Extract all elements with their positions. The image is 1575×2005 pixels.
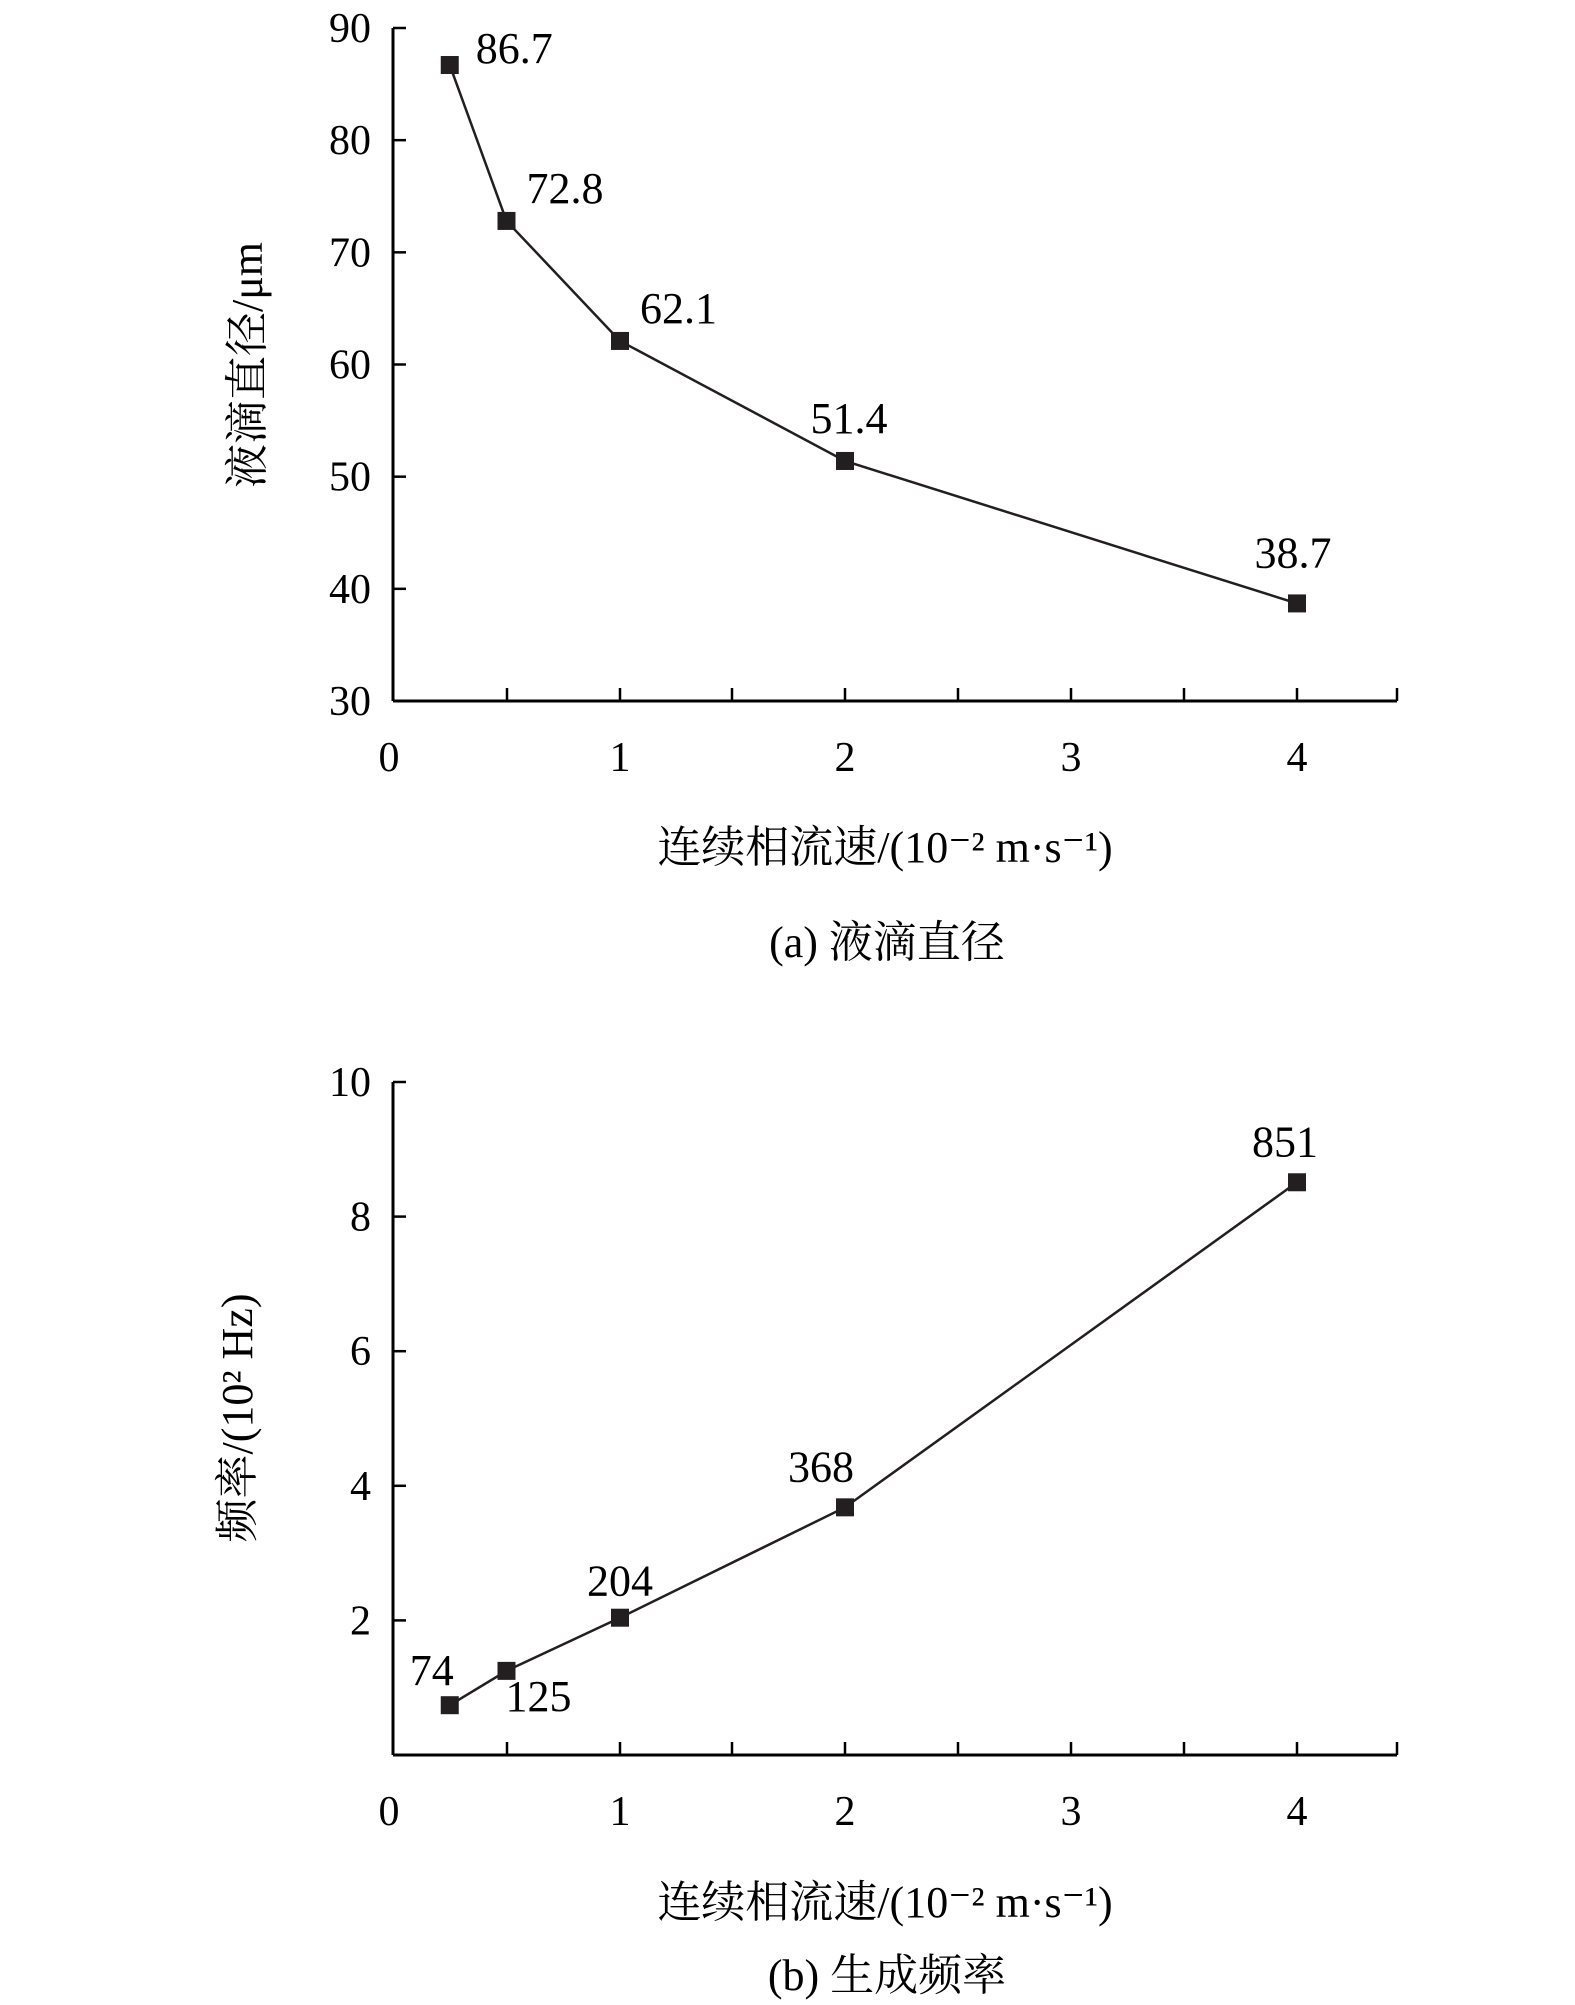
chart-b-y-tick-label: 10 [329, 1060, 371, 1106]
chart-a-data-label: 38.7 [1254, 528, 1332, 578]
chart-a-y-tick-label: 70 [329, 230, 371, 277]
chart-b-series [410, 1117, 1318, 1721]
chart-a-series-line [450, 65, 1297, 603]
chart-b-data-label: 125 [505, 1671, 572, 1721]
chart-a-x-tick-label: 1 [609, 735, 631, 781]
chart-b-data-point [611, 1609, 629, 1627]
chart-b-data-label: 851 [1252, 1117, 1318, 1167]
chart-a-series [441, 24, 1332, 612]
chart-b-data-point [1288, 1173, 1306, 1191]
chart-b-series-line [450, 1182, 1297, 1705]
chart-b-x-tick-label: 1 [609, 1789, 631, 1835]
chart-a-axes [393, 28, 1397, 701]
chart-b-data-label: 74 [409, 1646, 454, 1696]
chart-b-y-tick-label: 2 [350, 1598, 371, 1645]
chart-a-data-point [1288, 594, 1306, 612]
chart-a-caption: (a) 液滴直径 [769, 918, 1005, 967]
chart-a-y-tick-label: 30 [329, 679, 371, 725]
chart-a-y-tick-label: 80 [329, 118, 371, 165]
chart-a-x-axis-title: 连续相流速/(10⁻² m·s⁻¹) [657, 823, 1113, 872]
chart-a-y-tick-label: 50 [329, 454, 371, 501]
chart-a-data-label: 72.8 [526, 163, 604, 213]
chart-a-x-tick-label: 4 [1286, 735, 1308, 781]
chart-b-data-point [836, 1498, 854, 1516]
chart-a-y-tick-label: 40 [329, 566, 371, 613]
chart-a-data-label: 86.7 [475, 24, 553, 74]
chart-a-droplet-diameter [223, 6, 1397, 967]
chart-b-y-tick-label: 4 [350, 1463, 371, 1510]
chart-b-x-tick-label: 0 [378, 1789, 400, 1835]
chart-a-y-tick-label: 60 [329, 342, 371, 389]
chart-b-x-axis-title: 连续相流速/(10⁻² m·s⁻¹) [657, 1878, 1113, 1927]
chart-a-y-axis-title: 液滴直径/μm [223, 241, 272, 489]
chart-b-data-label: 204 [587, 1556, 653, 1606]
chart-a-data-point [836, 452, 854, 470]
chart-b-y-axis-title: 频率/(10² Hz) [213, 1293, 262, 1543]
chart-b-x-tick-label: 4 [1286, 1789, 1308, 1835]
chart-b-data-point [441, 1696, 459, 1714]
chart-a-y-tick-label: 90 [329, 6, 371, 52]
chart-a-data-label: 62.1 [640, 283, 717, 333]
chart-b-caption: (b) 生成频率 [767, 1951, 1007, 2000]
chart-b-generation-frequency [213, 1060, 1397, 2000]
chart-a-data-point [611, 332, 629, 350]
chart-b-x-tick-label: 3 [1060, 1789, 1082, 1835]
chart-a-x-tick-label: 0 [378, 735, 400, 781]
chart-a-data-point [441, 56, 459, 74]
chart-b-data-label: 368 [788, 1442, 854, 1492]
chart-a-data-point [498, 212, 516, 230]
chart-a-x-tick-label: 3 [1060, 735, 1082, 781]
chart-b-y-tick-label: 6 [350, 1329, 371, 1376]
chart-a-data-label: 51.4 [810, 393, 888, 443]
chart-a-x-tick-label: 2 [834, 735, 856, 781]
chart-b-y-tick-label: 8 [350, 1194, 371, 1241]
chart-b-x-tick-label: 2 [834, 1789, 856, 1835]
